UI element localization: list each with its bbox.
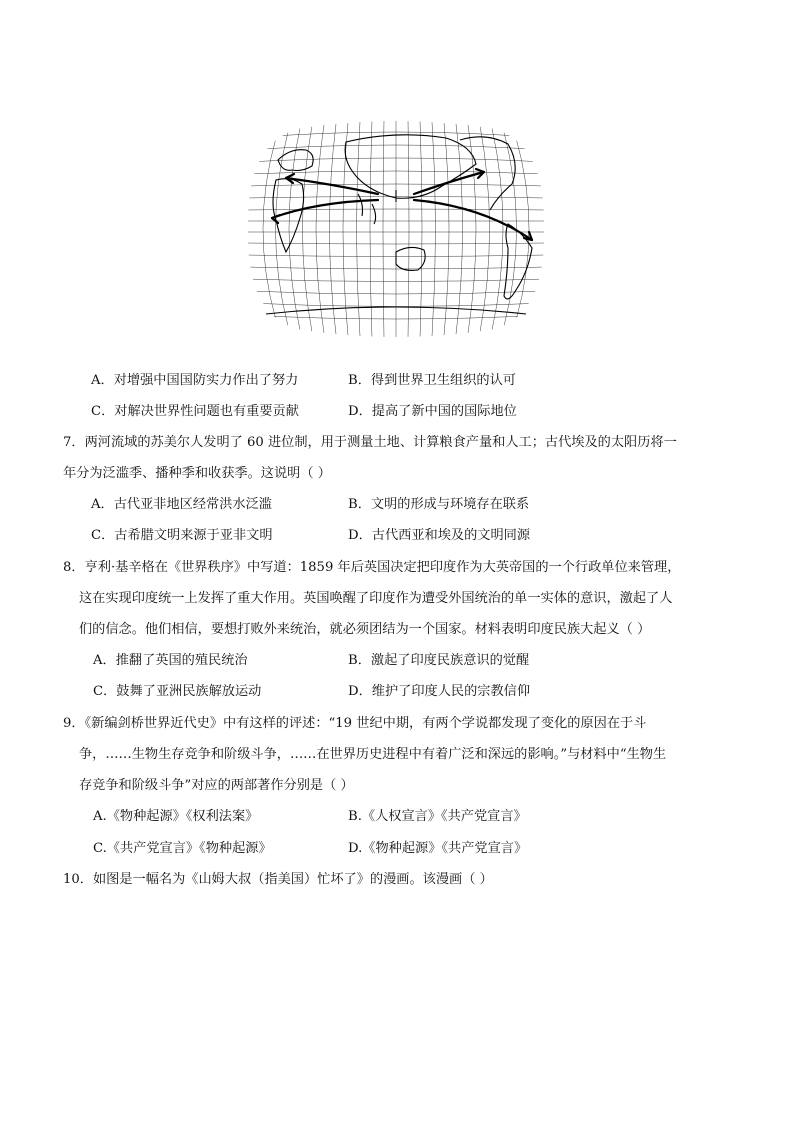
q9-stem-line-1: 9．《新编剑桥世界近代史》中有这样的评述：“19 世纪中期，有两个学说都发现了变化的原因在于斗 [63,716,647,731]
q9-option-d: D.《物种起源》《共产党宣言》 [348,841,528,856]
q8-option-a: A．推翻了英国的殖民统治 [93,653,248,668]
q9-option-b: B.《人权宣言》《共产党宣言》 [348,809,527,824]
q7-option-a: A．古代亚非地区经常洪水泛滥 [91,497,272,512]
q6-option-a: A．对增强中国国防实力作出了努力 [91,373,299,388]
q6-option-b: B．得到世界卫生组织的认可 [348,373,516,388]
world-map-figure [246,120,546,338]
q7-option-b: B．文明的形成与环境存在联系 [348,497,530,512]
q7-stem-line-1: 7．两河流域的苏美尔人发明了 60 进位制，用于测量土地、计算粮食产量和人工；古代埃及的太阳历将一 [63,435,677,450]
q8-stem-line-2: 这在实现印度统一上发挥了重大作用。英国唤醒了印度作为遭受外国统治的单一实体的意识，激起了人 [79,591,673,606]
q9-option-a: A.《物种起源》《权利法案》 [93,809,259,824]
q10-stem-line-1: 10．如图是一幅名为《山姆大叔（指美国）忙坏了》的漫画。该漫画（ ） [63,872,493,887]
q7-option-d: D．古代西亚和埃及的文明同源 [348,528,531,543]
q8-option-c: C．鼓舞了亚洲民族解放运动 [93,684,262,699]
q8-stem-line-1: 8．亨利·基辛格在《世界秩序》中写道：1859 年后英国决定把印度作为大英帝国的一个行政单位来管理， [63,560,681,575]
q6-option-d: D．提高了新中国的国际地位 [348,404,517,419]
q9-stem-line-3: 存竞争和阶级斗争”对应的两部著作分别是（ ） [79,778,354,793]
q8-option-b: B．激起了印度民族意识的觉醒 [348,653,530,668]
q8-option-d: D．维护了印度人民的宗教信仰 [348,684,531,699]
q9-stem-line-2: 争，……生物生存竞争和阶级斗争，……在世界历史进程中有着广泛和深远的影响。”与材料中“生物生 [79,747,667,762]
q7-stem-line-2: 年分为泛滥季、播种季和收获季。这说明（ ） [63,466,331,481]
q9-option-c: C.《共产党宣言》《物种起源》 [93,841,272,856]
q6-option-c: C．对解决世界性问题也有重要贡献 [91,404,299,419]
q8-stem-line-3: 们的信念。他们相信，要想打败外来统治，就必须团结为一个国家。材料表明印度民族大起义（ ） [79,622,651,637]
q7-option-c: C．古希腊文明来源于亚非文明 [91,528,273,543]
